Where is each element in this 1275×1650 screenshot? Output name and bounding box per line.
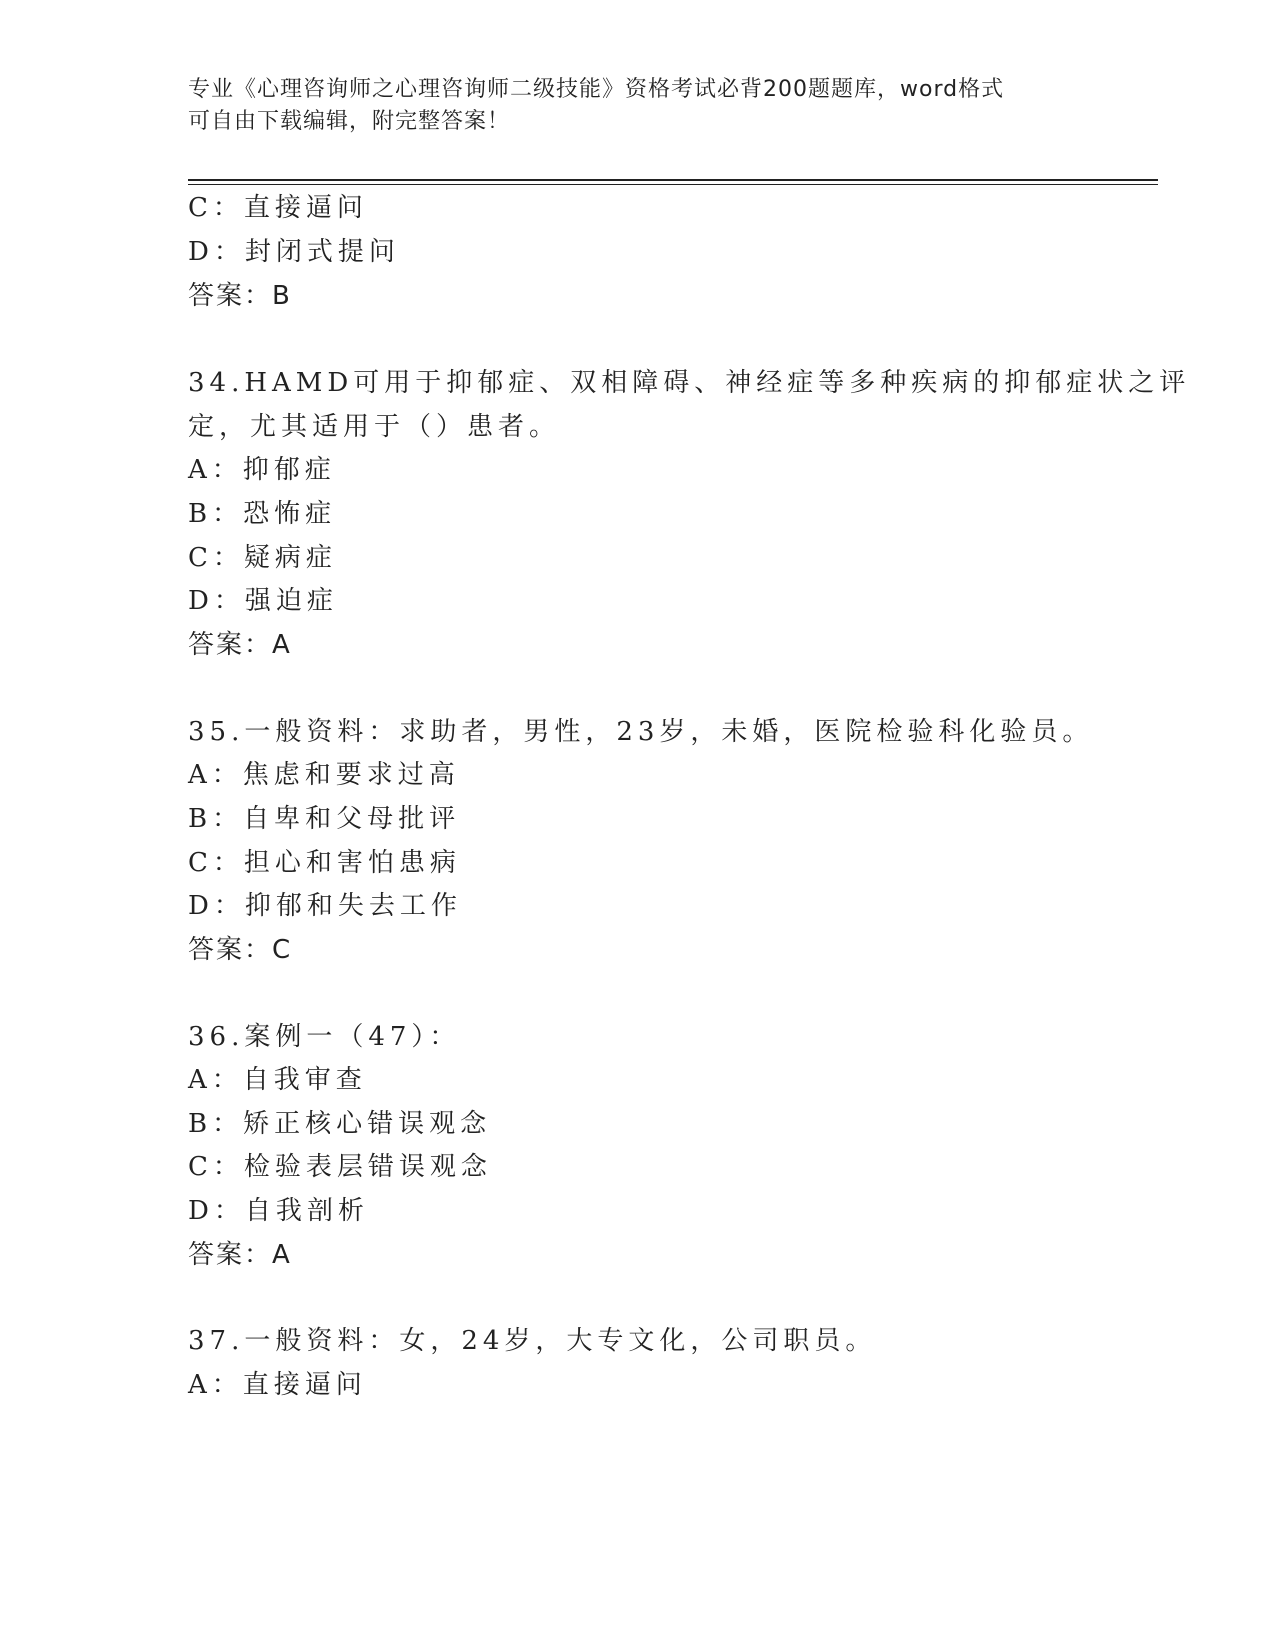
header-line-1: 专业《心理咨询师之心理咨询师二级技能》资格考试必背200题题库，word格式 (188, 77, 1005, 102)
header-divider (188, 179, 1158, 181)
q37-option-a: A：直接逼问 (188, 1370, 367, 1400)
q33-option-d: D：封闭式提问 (188, 237, 400, 267)
header-line-2: 可自由下载编辑，附完整答案！ (188, 109, 511, 134)
q34-option-b: B：恐怖症 (188, 499, 337, 529)
q34-stem-line-2: 定，尤其适用于（）患者。 (188, 412, 561, 442)
q35-option-c: C：担心和害怕患病 (188, 848, 461, 878)
q33-option-c: C：直接逼问 (188, 193, 368, 223)
q35-option-d: D：抑郁和失去工作 (188, 891, 462, 921)
q35-stem: 35.一般资料：求助者，男性，23岁，未婚，医院检验科化验员。 (188, 717, 1094, 747)
q35-option-b: B：自卑和父母批评 (188, 804, 461, 834)
q36-option-a: A：自我审查 (188, 1065, 367, 1095)
page-header (188, 74, 1088, 138)
q34-option-c: C：疑病症 (188, 543, 337, 573)
header-divider-thin (188, 184, 1158, 185)
q36-option-b: B：矫正核心错误观念 (188, 1109, 492, 1139)
q34-stem-line-1: 34.HAMD可用于抑郁症、双相障碍、神经症等多种疾病的抑郁症状之评 (188, 368, 1191, 398)
q36-option-c: C：检验表层错误观念 (188, 1152, 492, 1182)
q33-answer: 答案：B (188, 281, 292, 311)
q34-option-d: D：强迫症 (188, 586, 338, 616)
q37-stem: 37.一般资料：女，24岁，大专文化，公司职员。 (188, 1326, 877, 1356)
q34-answer: 答案：A (188, 630, 292, 660)
q35-option-a: A：焦虑和要求过高 (188, 760, 460, 790)
q34-option-a: A：抑郁症 (188, 455, 336, 485)
q35-answer: 答案：C (188, 935, 293, 965)
q36-answer: 答案：A (188, 1240, 292, 1270)
q36-option-d: D：自我剖析 (188, 1196, 369, 1226)
q36-stem: 36.案例一（47）： (188, 1022, 461, 1052)
